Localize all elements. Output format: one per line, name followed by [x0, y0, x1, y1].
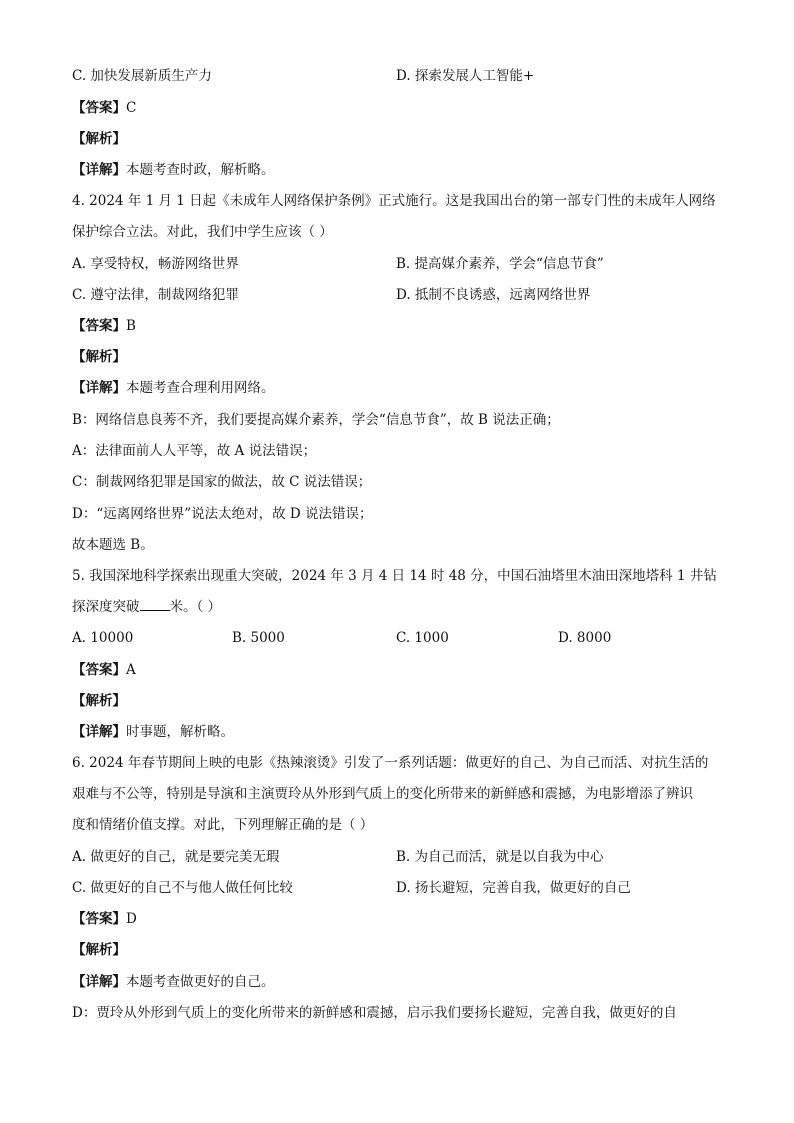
- q6-option-b: B. 为自己而活，就是以自我为中心: [396, 849, 604, 865]
- q6-option-d: D. 扬长避短，完善自我，做更好的自己: [396, 880, 631, 896]
- answer-value: D: [126, 911, 137, 927]
- q4-explanation-d: D：“远离网络世界”说法太绝对，故 D 说法错误；: [72, 506, 373, 522]
- q4-stem-line2: 保护综合立法。对此，我们中学生应该（ ）: [72, 224, 333, 240]
- answer-label: 【答案】: [72, 662, 126, 678]
- q5-options-row: [72, 628, 724, 648]
- q6-answer: [72, 909, 724, 929]
- detail-label: 【详解】: [72, 162, 126, 178]
- q4-options-row2: [72, 285, 724, 305]
- q5-answer: [72, 660, 724, 680]
- q4-explanation-b: B：网络信息良莠不齐，我们要提高媒介素养，学会“信息节食”，故 B 说法正确；: [72, 412, 560, 428]
- q6-options-row1: [72, 847, 724, 867]
- q3-options-row: [72, 66, 724, 86]
- q6-stem-line2: 艰难与不公等，特别是导演和主演贾玲从外形到气质上的变化所带来的新鲜感和震撼，为电影增添了辨识: [72, 786, 693, 802]
- detail-text: 本题考查做更好的自己。: [126, 974, 275, 990]
- q4-explanation-c: C：制裁网络犯罪是国家的做法，故 C 说法错误；: [72, 474, 372, 490]
- q4-answer: [72, 316, 724, 336]
- detail-text: 本题考查合理利用网络。: [126, 380, 275, 396]
- answer-value: B: [126, 318, 136, 334]
- q3-option-d: D. 探索发展人工智能+: [396, 68, 535, 84]
- q5-option-d: D. 8000: [558, 630, 612, 646]
- answer-value: A: [126, 662, 136, 678]
- q6-option-a: A. 做更好的自己，就是要完美无瑕: [72, 849, 280, 865]
- q4-option-a: A. 享受特权，畅游网络世界: [72, 256, 239, 272]
- detail-label: 【详解】: [72, 974, 126, 990]
- q5-stem-line1: 5. 我国深地科学探索出现重大突破，2024 年 3 月 4 日 14 时 48 分，中国石油塔里木油田深地塔科 1 井钻: [72, 568, 717, 584]
- q6-options-row2: [72, 878, 724, 898]
- q4-detail: [72, 378, 724, 398]
- detail-label: 【详解】: [72, 724, 126, 740]
- q4-conclusion: 故本题选 B。: [72, 537, 154, 553]
- q5-detail: [72, 722, 724, 742]
- q5-option-b: B. 5000: [232, 630, 285, 646]
- answer-label: 【答案】: [72, 100, 126, 116]
- q6-explanation-d: D：贾玲从外形到气质上的变化所带来的新鲜感和震撼，启示我们要扬长避短，完善自我，做更好的自: [72, 1005, 677, 1021]
- detail-text: 本题考查时政，解析略。: [126, 162, 275, 178]
- q3-detail: [72, 160, 724, 180]
- q4-option-c: C. 遵守法律，制裁网络犯罪: [72, 287, 239, 303]
- q4-option-d: D. 抵制不良诱惑，远离网络世界: [396, 287, 591, 303]
- answer-value: C: [126, 100, 137, 116]
- q6-analysis-label: 【解析】: [72, 942, 126, 958]
- q3-option-c: C. 加快发展新质生产力: [72, 68, 212, 84]
- q4-analysis-label: 【解析】: [72, 349, 126, 365]
- answer-label: 【答案】: [72, 911, 126, 927]
- q5-stem-line2: 探深度突破 米。（ ）: [72, 599, 222, 615]
- q3-answer: [72, 98, 724, 118]
- q5-analysis-label: 【解析】: [72, 693, 126, 709]
- fill-blank: [140, 598, 170, 611]
- q4-stem-line1: 4. 2024 年 1 月 1 日起《未成年人网络保护条例》正式施行。这是我国出台的第一部专门性的未成年人网络: [72, 193, 716, 209]
- detail-label: 【详解】: [72, 380, 126, 396]
- q6-detail: [72, 972, 724, 992]
- q4-option-b: B. 提高媒介素养，学会“信息节食”: [396, 256, 604, 272]
- q6-stem-line3: 度和情绪价值支撑。对此，下列理解正确的是（ ）: [72, 817, 374, 833]
- q6-stem-line1: 6. 2024 年春节期间上映的电影《热辣滚烫》引发了一系列话题：做更好的自己、为自己而活、对抗生活的: [72, 755, 709, 771]
- q5-option-c: C. 1000: [396, 630, 449, 646]
- q4-explanation-a: A：法律面前人人平等，故 A 说法错误；: [72, 443, 317, 459]
- q4-options-row1: [72, 254, 724, 274]
- detail-text: 时事题，解析略。: [126, 724, 234, 740]
- q6-option-c: C. 做更好的自己不与他人做任何比较: [72, 880, 293, 896]
- q3-analysis-label: 【解析】: [72, 131, 126, 147]
- answer-label: 【答案】: [72, 318, 126, 334]
- q5-option-a: A. 10000: [72, 630, 134, 646]
